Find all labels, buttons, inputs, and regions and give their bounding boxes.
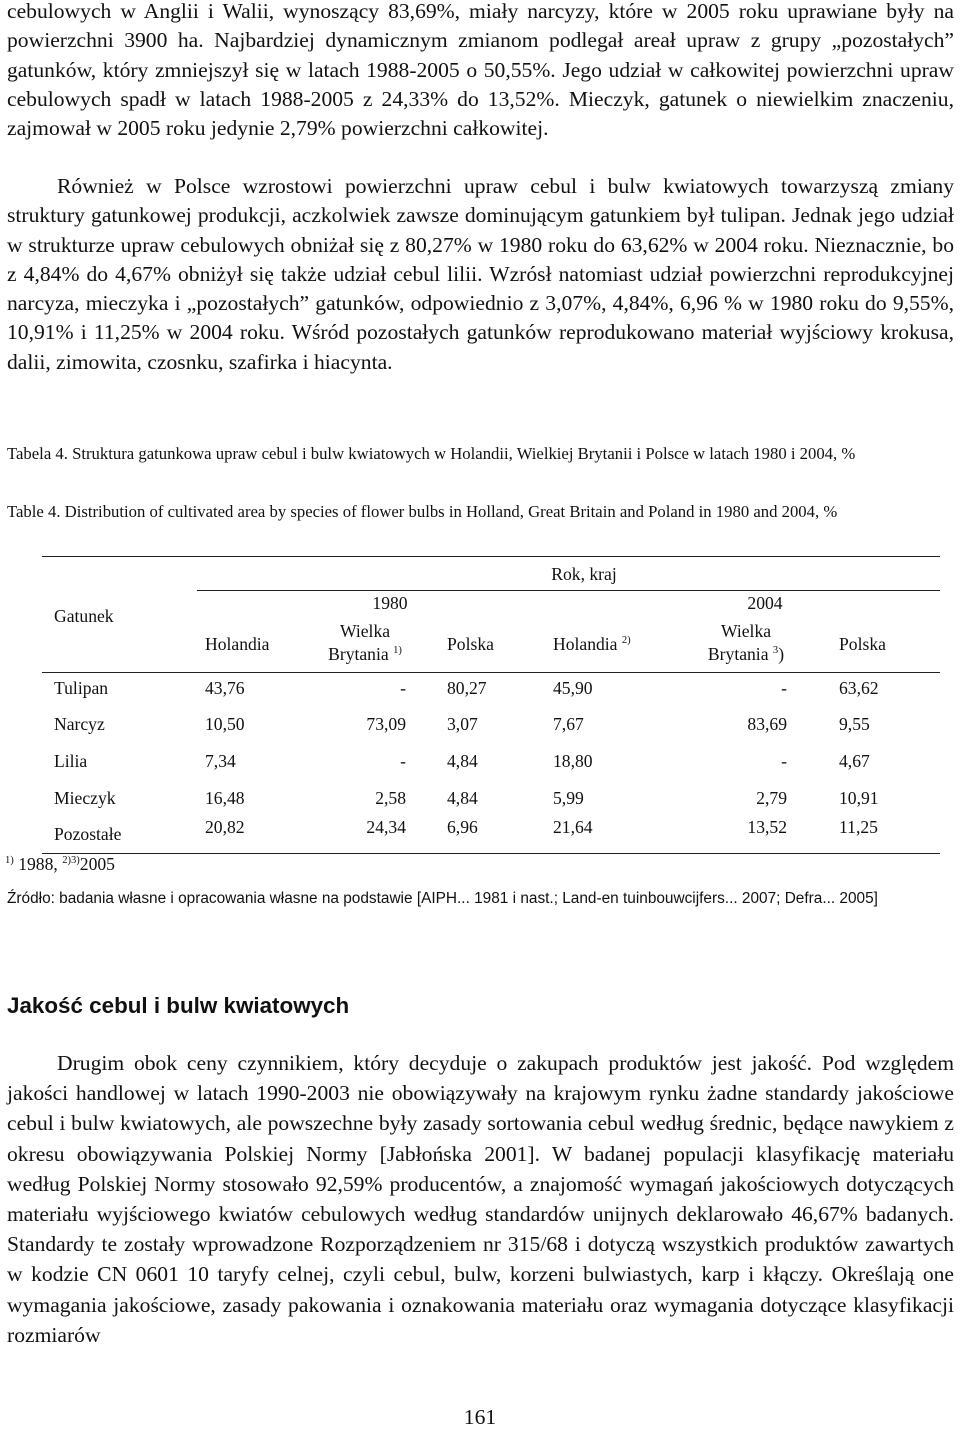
- cell-wielka-brytania-1980: 24,34: [366, 817, 406, 837]
- cell-polska-2004: 10,91: [839, 788, 879, 808]
- paragraph-quality: Drugim obok ceny czynnikiem, który decyduje o zakupach produktów jest jakość. Pod względem jakości handlowej w latach 1990-2003 nie obowiązywały na krajowym rynku żadne standardy jakościowe cebul i bulw kwiatowych, ale powszechne były zasady sortowania cebul według średnic, będące nawykiem z okresu obowiązywania Polskiej Normy [Jabłońska 2001]. W badanej populacji klasyfikację materiału według Polskiej Normy stosowało 92,59% producentów, a znajomość wymagań jakościowych dotyczących materiału wyjściowego kwiatów cebulowych według standardów unijnych deklarowało 46,67% badanych. Standardy te zostały wprowadzone Rozporządzeniem nr 315/68 i dotyczą wszystkich produktów zawartych w kodzie CN 0601 10 taryfy celnej, czyli cebul, bulw, korzeni bulwiastych, karp i kłączy. Określają one wymagania jakościowe, zasady pakowania i oznakowania materiału oraz wymagania dotyczące klasyfikacji rozmiarów: [7, 1051, 954, 1347]
- cell-wielka-brytania-2004: 2,79: [756, 788, 787, 808]
- cell-wielka-brytania-2004: -: [781, 751, 787, 771]
- cell-wielka-brytania-1980: -: [400, 678, 406, 698]
- cell-polska-2004: 9,55: [839, 714, 870, 734]
- cell-polska-2004: 63,62: [839, 678, 879, 698]
- paragraph-continuation: cebulowych w Anglii i Walii, wynoszący 83,69%, miały narcyzy, które w 2005 roku uprawiane były na powierzchni 3900 ha. Najbardziej dynamicznym zmianom podlegał areał upraw z grupy „pozostałych” gatunków, który zmniejszył się w latach 1988-2005 o 50,55%. Jego udział w całkowitej powierzchni upraw cebulowych spadł w latach 1988-2005 z 24,33% do 13,52%. Mieczyk, gatunek o niewielkim znaczeniu, zajmował w 2005 roku jedynie 2,79% powierzchni całkowitej.: [7, 0, 954, 141]
- header-year-2004: 2004: [747, 593, 783, 613]
- table-caption-en: Table 4. Distribution of cultivated area by species of flower bulbs in Holland, Great Britain and Poland in 1980 and 2004, %: [7, 502, 838, 521]
- source-note: Źródło: badania własne i opracowania własne na podstawie [AIPH... 1981 i nast.; Land-en tuinbouwcijfers... 2007; Defra... 2005]: [7, 890, 878, 907]
- row-label: Narcyz: [54, 714, 105, 734]
- header-holandia-2004: Holandia $^{2)}$: [553, 634, 631, 654]
- header-year-1980: 1980: [372, 593, 408, 613]
- header-holandia-1980: Holandia: [205, 634, 270, 654]
- cell-wielka-brytania-2004: 83,69: [747, 714, 787, 734]
- table-header-rule: [42, 672, 940, 673]
- paragraph-poland: Również w Polsce wzrostowi powierzchni upraw cebul i bulw kwiatowych towarzyszą zmiany struktury gatunkowej produkcji, aczkolwiek zawsze dominującym gatunkiem był tulipan. Jednak jego udział w strukturze upraw cebulowych obniżał się z 80,27% w 1980 roku do 63,62% w 2004 roku. Nieznacznie, bo z 4,84% do 4,67% obniżył się także udział cebul lilii. Wzrósł natomiast udział powierzchni reprodukcyjnej narcyza, mieczyka i „pozostałych” gatunków, odpowiednio z 3,07%, 4,84%, 6,96 % w 1980 roku do 9,55%, 10,91% i 11,25% w 2004 roku. Wśród pozostałych gatunków reprodukowano materiał wyjściowy krokusa, dalii, zimowita, czosnku, szafirka i hiacynta.: [7, 174, 954, 374]
- table-caption-pl: Tabela 4. Struktura gatunkowa upraw cebul i bulw kwiatowych w Holandii, Wielkiej Brytanii i Polsce w latach 1980 i 2004, %: [7, 444, 856, 463]
- cell-holandia-1980: 16,48: [205, 788, 245, 808]
- cell-wielka-brytania-2004: -: [781, 678, 787, 698]
- header-polska-2004: Polska: [839, 634, 886, 654]
- row-label: Mieczyk: [54, 788, 116, 808]
- header-polska-1980: Polska: [447, 634, 494, 654]
- header-wielka-brytania-2004: Wielka Brytania $^3$): [707, 621, 785, 664]
- page-number: 161: [463, 1405, 497, 1429]
- table-top-rule: [42, 556, 940, 557]
- row-label: Pozostałe: [54, 824, 122, 844]
- section-heading: Jakość cebul i bulw kwiatowych: [7, 993, 350, 1018]
- cell-wielka-brytania-1980: 2,58: [375, 788, 406, 808]
- cell-holandia-1980: 7,34: [205, 751, 236, 771]
- table-footnote: $^{1)}$ 1988, $^{2)3)}$2005: [5, 854, 115, 874]
- cell-holandia-1980: 10,50: [205, 714, 245, 734]
- cell-polska-1980: 3,07: [447, 714, 478, 734]
- cell-holandia-2004: 18,80: [553, 751, 593, 771]
- table-bottom-rule: [42, 853, 940, 854]
- cell-polska-1980: 4,84: [447, 751, 478, 771]
- header-gatunek: Gatunek: [54, 606, 114, 626]
- cell-polska-2004: 4,67: [839, 751, 870, 771]
- cell-polska-2004: 11,25: [839, 817, 878, 837]
- cell-holandia-2004: 5,99: [553, 788, 584, 808]
- cell-holandia-1980: 43,76: [205, 678, 245, 698]
- table-span-rule: [197, 590, 940, 591]
- cell-wielka-brytania-1980: 73,09: [366, 714, 406, 734]
- row-label: Lilia: [54, 751, 88, 771]
- cell-polska-1980: 4,84: [447, 788, 478, 808]
- cell-wielka-brytania-1980: -: [400, 751, 406, 771]
- row-label: Tulipan: [54, 678, 109, 698]
- cell-holandia-2004: 21,64: [553, 817, 593, 837]
- header-rok-kraj: Rok, kraj: [551, 564, 617, 584]
- header-wielka-brytania-1980: Wielka Brytania $^{1)}$: [328, 621, 402, 664]
- cell-polska-1980: 6,96: [447, 817, 478, 837]
- cell-wielka-brytania-2004: 13,52: [747, 817, 787, 837]
- cell-holandia-1980: 20,82: [205, 817, 245, 837]
- cell-holandia-2004: 45,90: [553, 678, 593, 698]
- cell-holandia-2004: 7,67: [553, 714, 584, 734]
- cell-polska-1980: 80,27: [447, 678, 487, 698]
